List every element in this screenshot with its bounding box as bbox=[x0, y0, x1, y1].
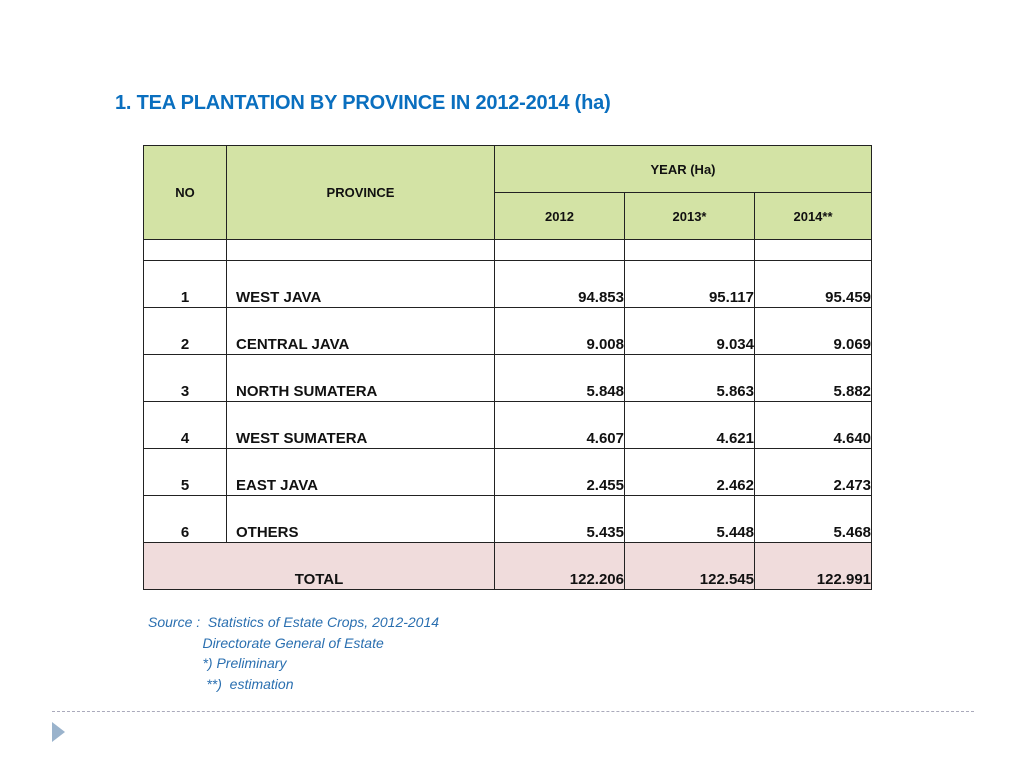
row-no: 3 bbox=[144, 355, 227, 402]
table-row bbox=[144, 261, 872, 308]
row-value: 2.462 bbox=[625, 449, 755, 496]
row-value: 5.882 bbox=[755, 355, 872, 402]
divider bbox=[52, 711, 974, 712]
row-province: CENTRAL JAVA bbox=[227, 308, 495, 355]
row-province: WEST JAVA bbox=[227, 261, 495, 308]
row-value: 9.034 bbox=[625, 308, 755, 355]
row-province: WEST SUMATERA bbox=[227, 402, 495, 449]
table-row bbox=[144, 496, 872, 543]
row-value: 5.863 bbox=[625, 355, 755, 402]
row-value: 2.473 bbox=[755, 449, 872, 496]
empty-row bbox=[144, 240, 872, 261]
row-province: OTHERS bbox=[227, 496, 495, 543]
header-no: NO bbox=[144, 146, 227, 240]
row-no: 1 bbox=[144, 261, 227, 308]
source-note bbox=[148, 612, 439, 694]
row-province: EAST JAVA bbox=[227, 449, 495, 496]
row-value: 9.008 bbox=[495, 308, 625, 355]
row-value: 95.117 bbox=[625, 261, 755, 308]
table-row bbox=[144, 308, 872, 355]
bullet-arrow-icon bbox=[52, 722, 65, 742]
source-line: **) estimation bbox=[148, 675, 294, 692]
row-value: 5.435 bbox=[495, 496, 625, 543]
row-no: 5 bbox=[144, 449, 227, 496]
row-no: 2 bbox=[144, 308, 227, 355]
header-year: YEAR (Ha) bbox=[495, 146, 872, 193]
page-title: 1. TEA PLANTATION BY PROVINCE IN 2012-2014 (ha) bbox=[115, 92, 611, 114]
total-row bbox=[144, 543, 872, 590]
total-label: TOTAL bbox=[144, 543, 495, 590]
row-value: 5.468 bbox=[755, 496, 872, 543]
row-value: 94.853 bbox=[495, 261, 625, 308]
header-2014: 2014** bbox=[755, 193, 872, 240]
row-value: 4.621 bbox=[625, 402, 755, 449]
header-2012: 2012 bbox=[495, 193, 625, 240]
row-province: NORTH SUMATERA bbox=[227, 355, 495, 402]
row-value: 95.459 bbox=[755, 261, 872, 308]
header-province: PROVINCE bbox=[227, 146, 495, 240]
source-line: *) Preliminary bbox=[148, 655, 287, 671]
tea-plantation-table bbox=[143, 145, 872, 590]
row-value: 9.069 bbox=[755, 308, 872, 355]
total-2014: 122.991 bbox=[755, 543, 872, 590]
source-line: Source : Statistics of Estate Crops, 2012-2014 bbox=[148, 614, 440, 630]
header-2013: 2013* bbox=[625, 193, 755, 240]
table-row bbox=[144, 402, 872, 449]
row-value: 4.640 bbox=[755, 402, 872, 449]
row-value: 5.448 bbox=[625, 496, 755, 543]
row-value: 2.455 bbox=[495, 449, 625, 496]
row-value: 5.848 bbox=[495, 355, 625, 402]
row-no: 6 bbox=[144, 496, 227, 543]
total-2012: 122.206 bbox=[495, 543, 625, 590]
table-row bbox=[144, 355, 872, 402]
table-row bbox=[144, 449, 872, 496]
total-2013: 122.545 bbox=[625, 543, 755, 590]
row-no: 4 bbox=[144, 402, 227, 449]
row-value: 4.607 bbox=[495, 402, 625, 449]
source-line: Directorate General of Estate bbox=[148, 634, 384, 651]
